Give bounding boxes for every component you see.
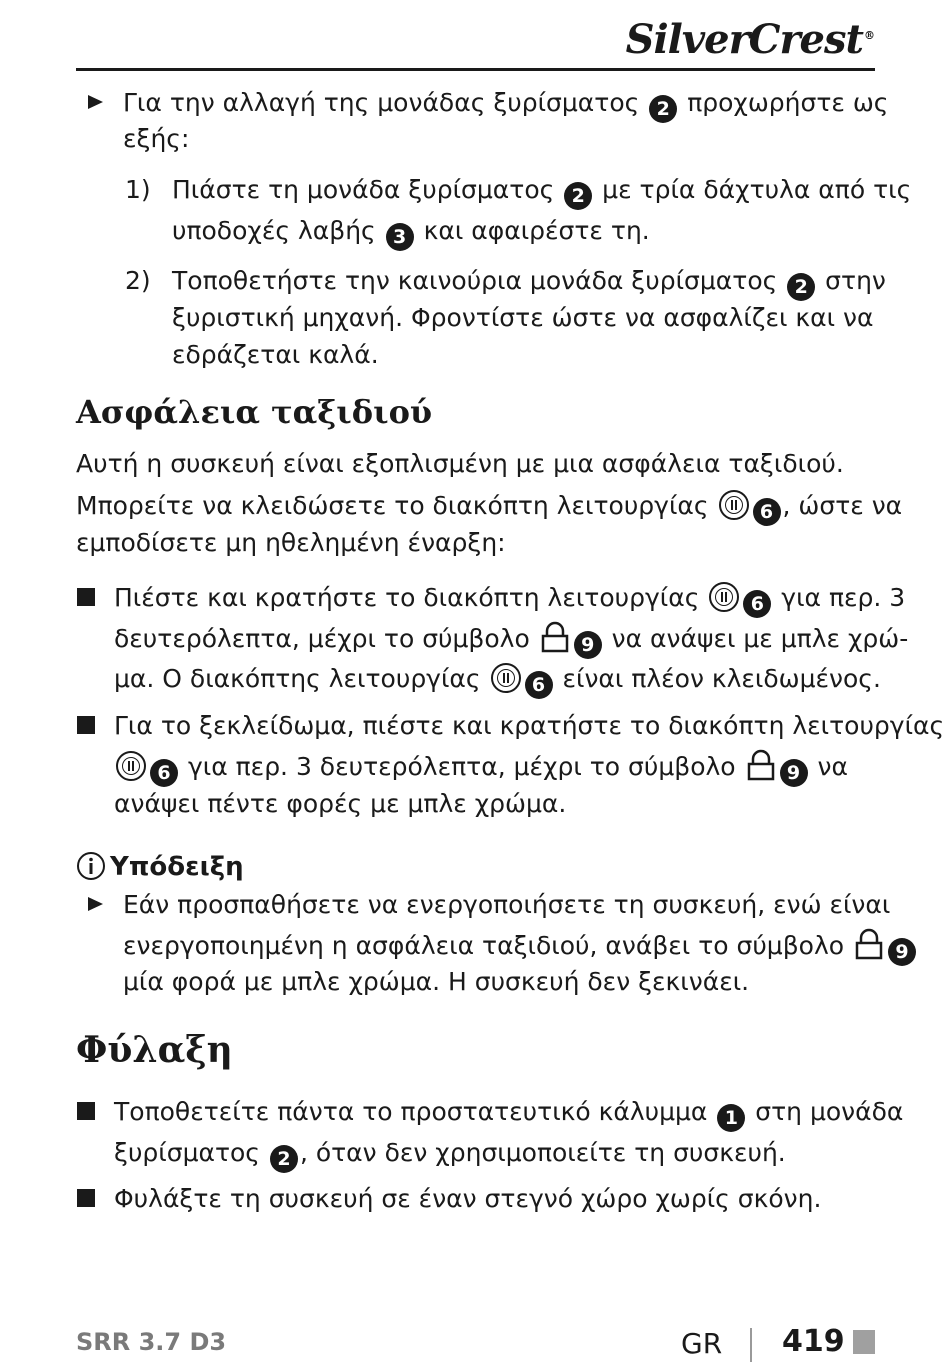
intro-line-2: εξής: [123,124,190,153]
ref-number-icon: 6 [150,759,178,787]
travel-lock-text-line-2: εμποδίσετε μη ηθελημένη έναρξη: [76,528,506,557]
unlock-step-line-3: ανάψει πέντε φορές με μπλε χρώμα. [114,789,567,818]
note-line-1: Εάν προσπαθήσετε να ενεργοποιήσετε τη συσκευή, ενώ είναι [123,890,891,919]
travel-lock-intro: Αυτή η συσκευή είναι εξοπλισμένη με μια ασφάλεια ταξιδιού. [76,449,844,478]
ref-number-icon: 9 [574,631,602,659]
square-bullet-icon [77,1189,95,1207]
square-marker-icon [853,1330,875,1354]
intro-line-1: Για την αλλαγή της μονάδας ξυρίσματος 2 προχωρήστε ως [123,84,888,123]
step-2-line-2: ξυριστική μηχανή. Φροντίστε ώστε να ασφαλίζει και να [172,303,874,332]
step-2-line-3: εδράζεται καλά. [172,340,379,369]
lock-step-line-2: δευτερόλεπτα, μέχρι το σύμβολο 9 να ανάψει με μπλε χρώ- [114,620,908,659]
ref-number-icon: 2 [787,273,815,301]
power-switch-icon [116,751,146,781]
storage-line-3: Φυλάξτε τη συσκευή σε έναν στεγνό χώρο χωρίς σκόνη. [114,1184,822,1213]
step-2-line-1: Τοποθετήστε την καινούρια μονάδα ξυρίσματος 2 στην [172,262,886,301]
power-switch-icon [709,582,739,612]
ref-number-icon: 6 [525,671,553,699]
ref-number-icon: 2 [270,1145,298,1173]
page-number: 419 [782,1324,845,1359]
lock-step-line-3: μα. Ο διακόπτης λειτουργίας 6 είναι πλέον κλειδωμένος. [114,660,881,699]
step-1-line-1: Πιάστε τη μονάδα ξυρίσματος 2 με τρία δάχτυλα από τις [172,171,911,210]
ref-number-icon: 9 [780,759,808,787]
ref-number-icon: 6 [743,590,771,618]
step-1-line-2: υποδοχές λαβής 3 και αφαιρέστε τη. [172,212,650,251]
note-line-3: μία φορά με μπλε χρώμα. Η συσκευή δεν ξεκινάει. [123,967,750,996]
footer-model-number: SRR 3.7 D3 [76,1328,227,1356]
arrow-bullet-icon [88,95,103,109]
note-line-2: ενεργοποιημένη η ασφάλεια ταξιδιού, ανάβει το σύμβολο 9 [123,927,918,966]
header-divider [76,68,875,71]
step-number: 2) [125,266,151,295]
ref-number-icon: 2 [649,95,677,123]
arrow-bullet-icon [88,897,103,911]
storage-line-2: ξυρίσματος 2 , όταν δεν χρησιμοποιείτε τη συσκευή. [114,1134,786,1173]
step-number: 1) [125,175,151,204]
ref-number-icon: 1 [717,1104,745,1132]
power-switch-icon [491,663,521,693]
square-bullet-icon [77,716,95,734]
ref-number-icon: 9 [888,938,916,966]
note-heading: Υπόδειξη [76,849,244,886]
info-icon [76,851,106,881]
footer-divider [750,1328,752,1362]
unlock-step-line-1: Για το ξεκλείδωμα, πιέστε και κρατήστε το διακόπτη λειτουργίας [114,711,945,740]
section-heading-storage: Φύλαξη [76,1029,233,1071]
ref-number-icon: 3 [386,223,414,251]
ref-number-icon: 2 [564,182,592,210]
lock-step-line-1: Πιέστε και κρατήστε το διακόπτη λειτουργίας 6 για περ. 3 [114,579,905,618]
lock-icon [854,928,884,960]
lock-icon [540,621,570,653]
square-bullet-icon [77,1102,95,1120]
section-heading-travel-lock: Ασφάλεια ταξιδιού [76,393,433,431]
storage-line-1: Τοποθετείτε πάντα το προστατευτικό κάλυμμα 1 στη μονάδα [114,1093,903,1132]
square-bullet-icon [77,588,95,606]
travel-lock-text-line-1: Μπορείτε να κλειδώσετε το διακόπτη λειτουργίας 6 , ώστε να [76,487,902,526]
ref-number-icon: 6 [753,498,781,526]
power-switch-icon [719,490,749,520]
lock-icon [746,749,776,781]
unlock-step-line-2: 6 για περ. 3 δευτερόλεπτα, μέχρι το σύμβολο 9 να [114,748,848,787]
brand-logo: SilverCrest® [625,16,874,63]
footer-language-code: GR [681,1327,723,1360]
